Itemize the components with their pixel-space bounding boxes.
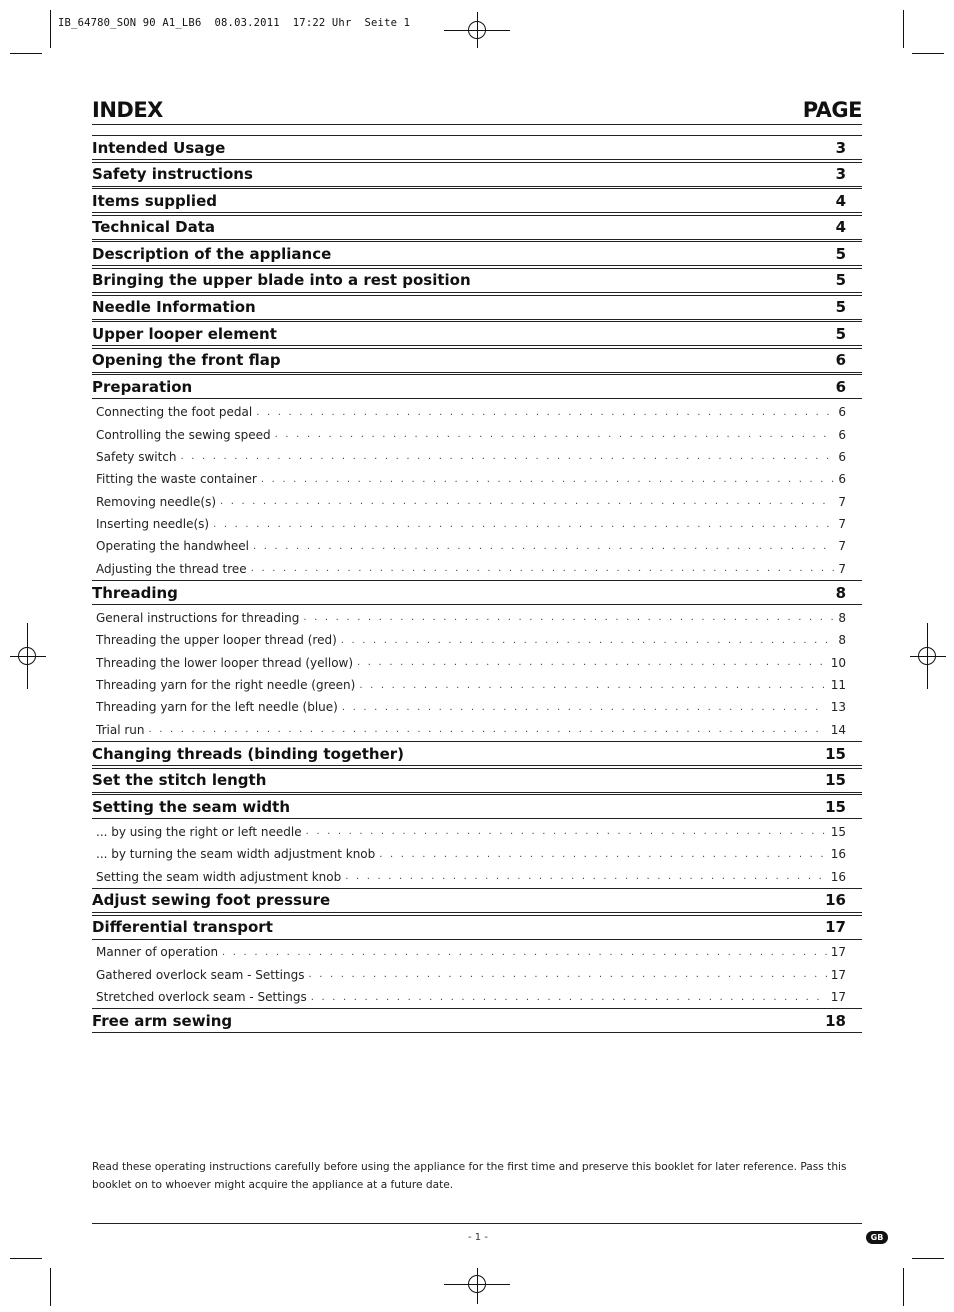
toc-entry-page: 6 [838,449,846,464]
toc-entry-label: Connecting the foot pedal [96,405,253,420]
dot-leader [251,563,835,574]
toc-entry-label: Threading yarn for the left needle (blue) [96,700,338,715]
toc-section[interactable] [92,348,862,373]
toc-section-page: 18 [825,1011,846,1030]
toc-section-page: 6 [835,377,846,396]
dot-leader [311,992,827,1003]
toc-section[interactable] [92,580,862,605]
dot-leader [306,826,827,837]
toc-section-title: Free arm sewing [92,1011,233,1030]
toc-entry-label: ... by turning the seam width adjustment knob [96,847,376,862]
toc-entry[interactable] [92,629,862,651]
index-heading [92,96,862,125]
toc-entry-page: 7 [838,539,846,554]
toc-section-page: 5 [835,324,846,343]
registration-circle-icon [468,21,486,39]
toc-section-title: Preparation [92,377,193,396]
dot-leader [253,541,834,552]
toc-section-page: 5 [835,298,846,317]
toc-section[interactable] [92,241,862,266]
dot-leader [181,451,835,462]
dot-leader [379,849,826,860]
toc-entry[interactable] [92,696,862,718]
toc-entry-page: 11 [830,678,846,693]
toc-entry[interactable] [92,558,862,580]
toc-entry[interactable] [92,843,862,865]
crop-mark [912,1258,944,1259]
toc-entry-label: Removing needle(s) [96,494,217,509]
toc-section-title: Set the stitch length [92,771,267,790]
toc-entry[interactable] [92,607,862,629]
toc-section-title: Items supplied [92,191,217,210]
language-badge: GB [866,1231,888,1244]
toc-section-title: Bringing the upper blade into a rest position [92,271,471,290]
toc-section-page: 4 [835,191,846,210]
toc-entry[interactable] [92,446,862,468]
toc-entry[interactable] [92,401,862,423]
toc-section-title: Needle Information [92,298,256,317]
dot-leader [261,474,835,485]
toc-section[interactable] [92,321,862,346]
toc-entry-page: 7 [838,561,846,576]
toc-entry-label: Setting the seam width adjustment knob [96,869,342,884]
toc-section-title: Safety instructions [92,165,253,184]
toc-section-page: 8 [835,583,846,602]
dot-leader [359,680,826,691]
toc-entry-page: 8 [838,610,846,625]
index-title: INDEX [92,98,163,122]
instructions-note: Read these operating instructions carefully before using the appliance for the first time and preserve this booklet for later reference. Pass this booklet on to whoever might acquire the appliance at a future date. [92,1161,847,1191]
crop-mark [903,1268,904,1306]
dot-leader [341,635,835,646]
printer-slug: IB_64780_SON 90 A1_LB6 08.03.2011 17:22 Uhr Seite 1 [58,17,411,29]
dot-leader [148,724,826,735]
crop-mark [50,10,51,48]
toc-section-page: 5 [835,271,846,290]
toc-section-title: Opening the front flap [92,351,281,370]
toc-section-title: Adjust sewing foot pressure [92,891,331,910]
crop-mark [912,53,944,54]
toc-section[interactable] [92,1008,862,1033]
toc-entry-label: Controlling the sewing speed [96,427,271,442]
toc-entry[interactable] [92,423,862,445]
toc-section-title: Differential transport [92,918,273,937]
toc-entry-page: 17 [830,967,846,982]
crop-mark [50,1268,51,1306]
toc-entry-label: Trial run [96,722,145,737]
toc-section-page: 16 [825,891,846,910]
dot-leader [342,702,827,713]
registration-circle-icon [918,647,936,665]
dot-leader [345,871,826,882]
dot-leader [303,612,834,623]
toc-entry-page: 6 [838,427,846,442]
crop-mark [10,53,42,54]
footer-divider [92,1223,862,1224]
toc-entry-page: 6 [838,405,846,420]
toc-section[interactable] [92,768,862,793]
toc-section[interactable] [92,188,862,213]
toc-entry[interactable] [92,651,862,673]
toc-section-title: Setting the seam width [92,797,291,816]
toc-entry-page: 17 [830,945,846,960]
toc-section[interactable] [92,888,862,913]
dot-leader [308,969,826,980]
crop-mark [903,10,904,48]
toc-entry-label: Stretched overlock seam - Settings [96,990,307,1005]
toc-section[interactable] [92,741,862,766]
toc-entry-page: 17 [830,990,846,1005]
toc-section[interactable] [92,268,862,293]
toc-section-page: 6 [835,351,846,370]
dot-leader [256,407,834,418]
toc-section-page: 15 [825,797,846,816]
toc-section-title: Technical Data [92,218,216,237]
toc-section-title: Upper looper element [92,324,277,343]
dot-leader [220,496,834,507]
toc-entry-label: ... by using the right or left needle [96,824,302,839]
toc-section[interactable] [92,794,862,819]
toc-entry-label: Threading yarn for the right needle (green) [96,678,356,693]
toc-entry-label: Inserting needle(s) [96,517,210,532]
toc-entry-page: 16 [830,869,846,884]
toc-section-page: 3 [835,165,846,184]
toc-section[interactable] [92,162,862,187]
toc-section-page: 15 [825,771,846,790]
toc-section-title: Changing threads (binding together) [92,744,405,763]
toc-entry[interactable] [92,821,862,843]
toc-section[interactable] [92,215,862,240]
page-column-title: PAGE [802,98,862,122]
toc-entry-label: Threading the lower looper thread (yellow) [96,655,354,670]
toc-entry-page: 10 [830,655,846,670]
toc-entry-page: 8 [838,633,846,648]
toc-entry-label: General instructions for threading [96,610,300,625]
toc-section[interactable] [92,374,862,399]
crop-mark [10,1258,42,1259]
toc-entry-page: 7 [838,494,846,509]
toc-section-page: 15 [825,744,846,763]
toc-section-page: 17 [825,918,846,937]
toc-entry-page: 14 [830,722,846,737]
toc-section-page: 5 [835,244,846,263]
toc-section[interactable] [92,295,862,320]
toc-entry-label: Operating the handwheel [96,539,250,554]
toc-entry[interactable] [92,491,862,513]
toc-entry-page: 6 [838,472,846,487]
registration-circle-icon [468,1275,486,1293]
toc-entry[interactable] [92,468,862,490]
toc-entry-label: Manner of operation [96,945,219,960]
toc-entry[interactable] [92,535,862,557]
toc-entry-label: Fitting the waste container [96,472,257,487]
toc-entry[interactable] [92,866,862,888]
dot-leader [222,947,827,958]
toc-section-title: Intended Usage [92,138,226,157]
toc-entry-label: Threading the upper looper thread (red) [96,633,337,648]
toc-entry-label: Safety switch [96,449,177,464]
toc-section-title: Threading [92,583,178,602]
toc-entry-page: 7 [838,517,846,532]
toc-entry[interactable] [92,986,862,1008]
toc-section-title: Description of the appliance [92,244,332,263]
toc-entry[interactable] [92,513,862,535]
toc-section[interactable] [92,135,862,160]
dot-leader [357,657,827,668]
page-number: - 1 - [468,1232,488,1243]
table-of-contents [92,135,862,1035]
dot-leader [275,429,835,440]
toc-entry-page: 16 [830,847,846,862]
toc-entry[interactable] [92,941,862,963]
toc-entry[interactable] [92,719,862,741]
toc-section[interactable] [92,915,862,940]
toc-entry[interactable] [92,964,862,986]
toc-section-page: 3 [835,138,846,157]
toc-entry-label: Adjusting the thread tree [96,561,247,576]
toc-entry-page: 13 [830,700,846,715]
dot-leader [213,519,834,530]
toc-entry[interactable] [92,674,862,696]
toc-section-page: 4 [835,218,846,237]
registration-circle-icon [18,647,36,665]
toc-entry-page: 15 [830,824,846,839]
toc-entry-label: Gathered overlock seam - Settings [96,967,305,982]
